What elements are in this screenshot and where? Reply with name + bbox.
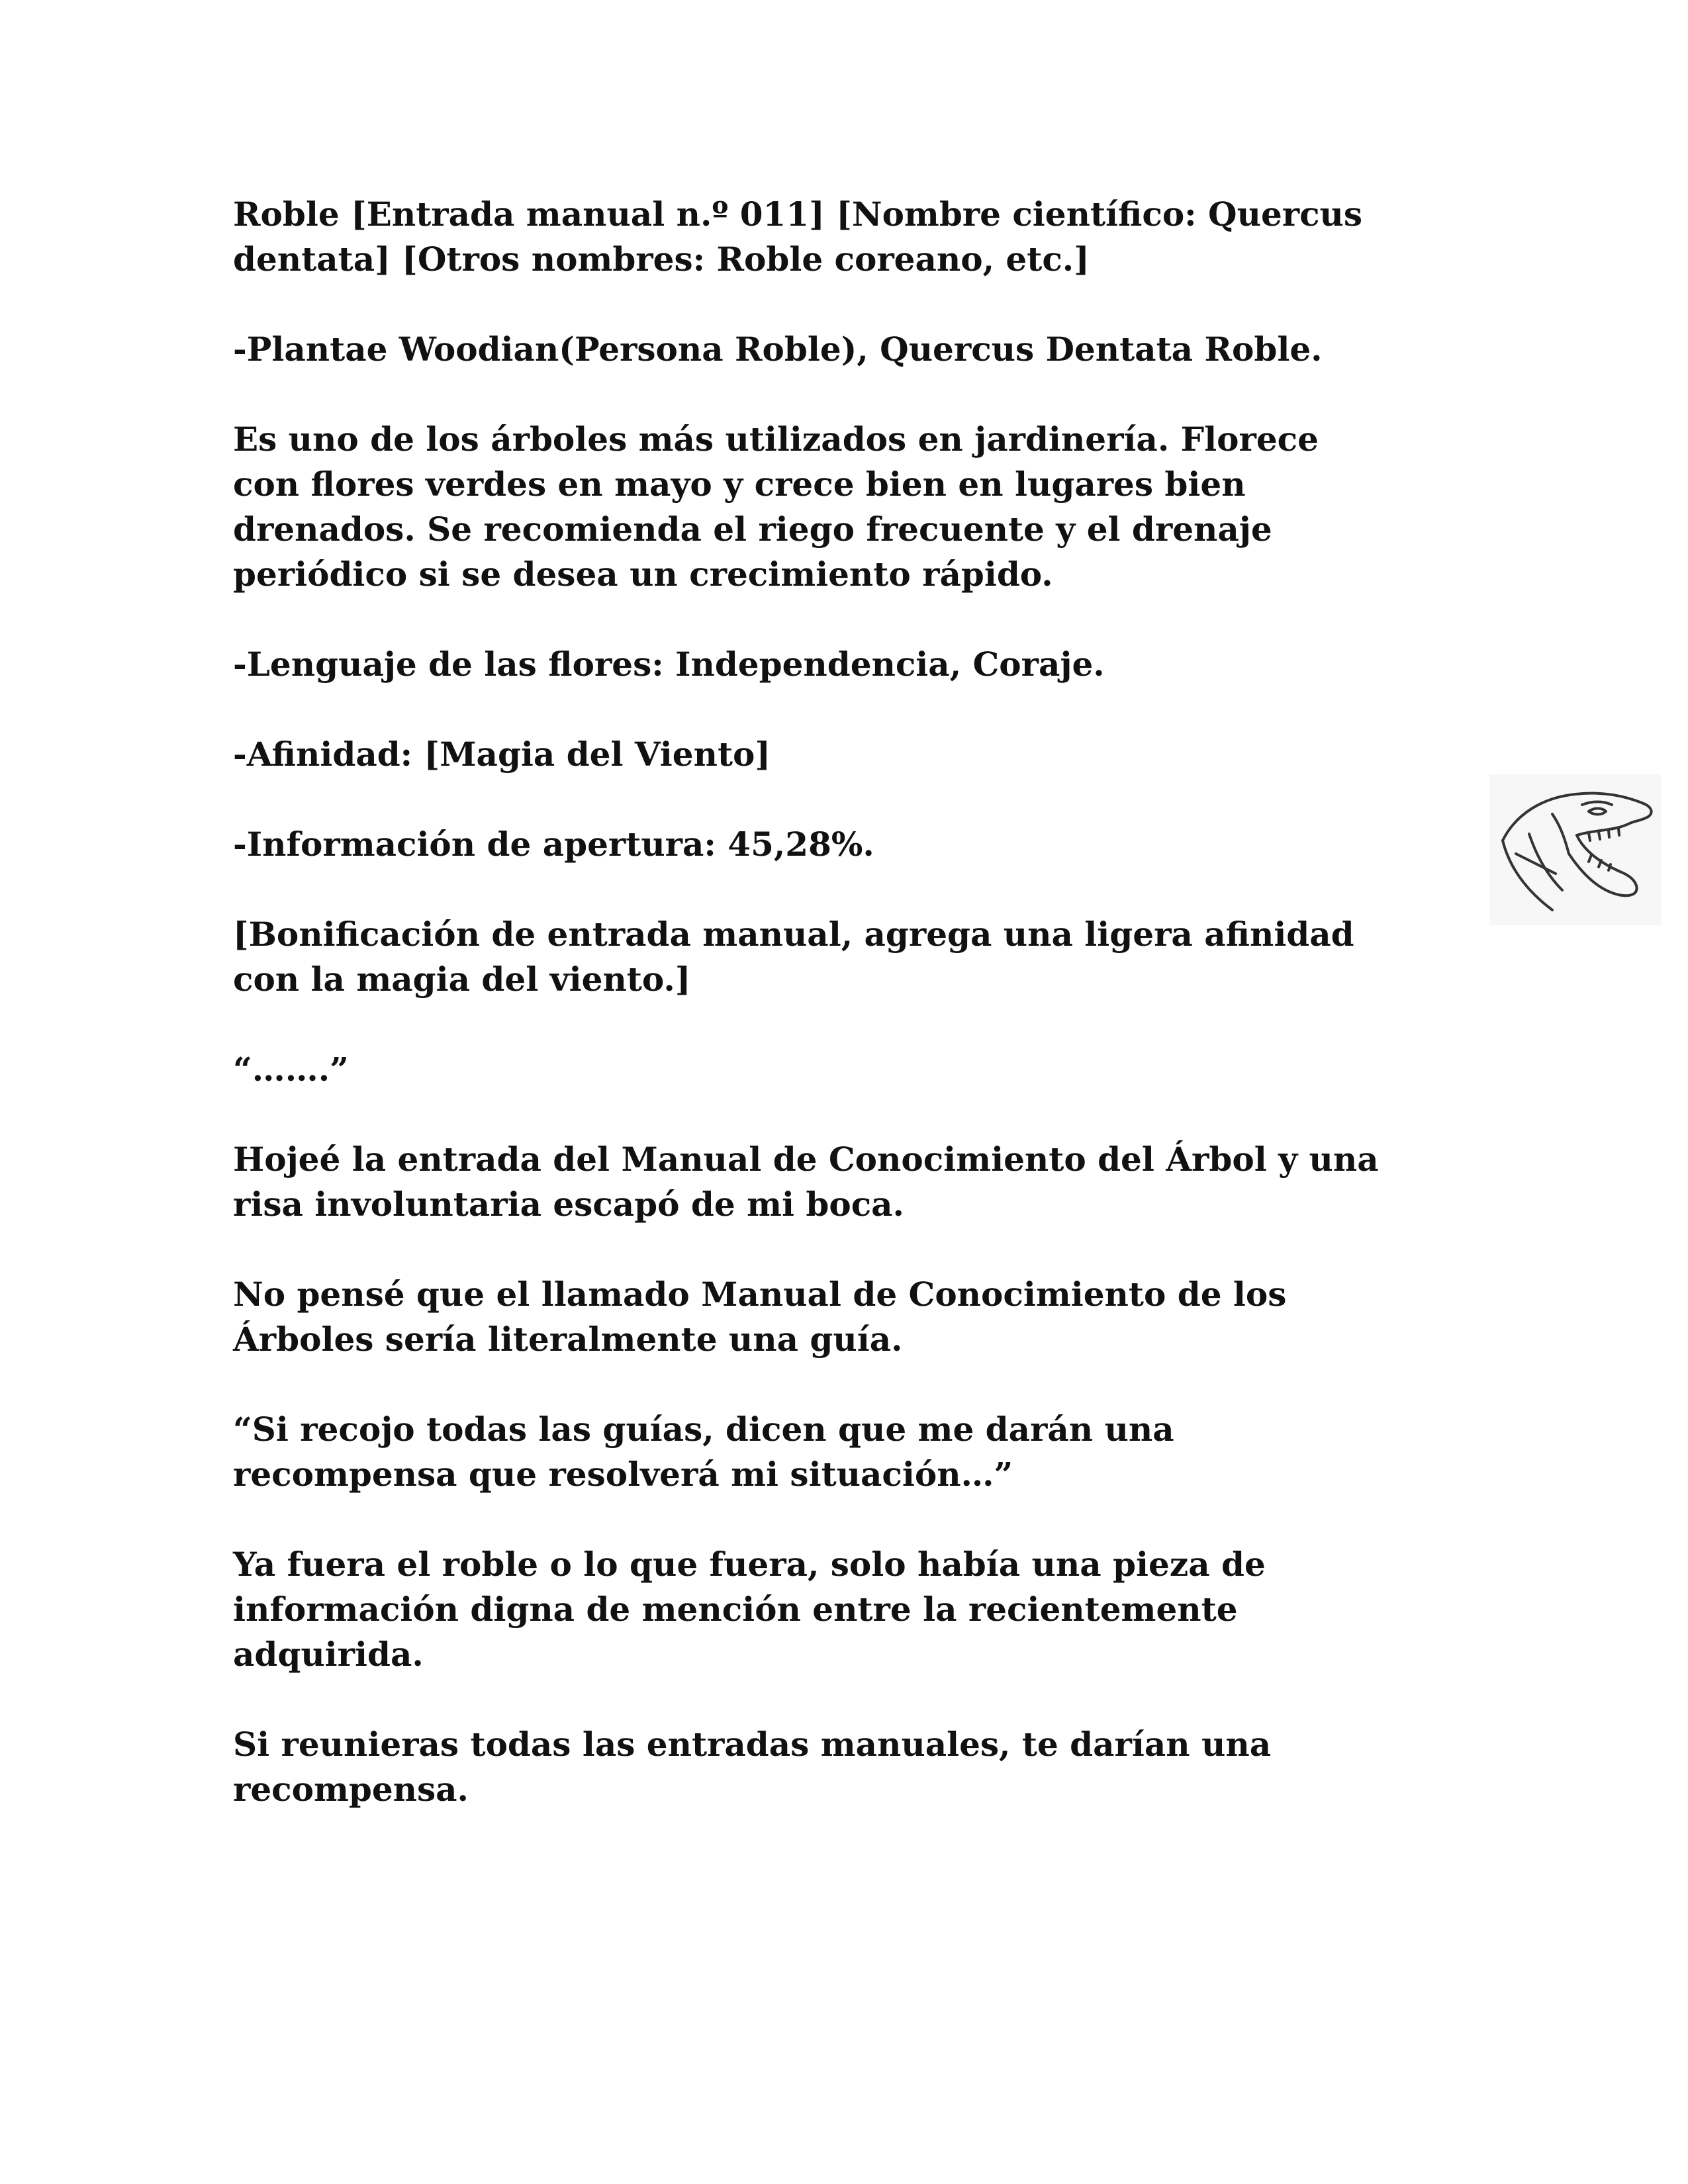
narrative-paragraph: Si reunieras todas las entradas manuales, te darían una recompensa. — [233, 1725, 1272, 1809]
narrative-paragraph: No pensé que el llamado Manual de Conocimiento de los Árboles sería literalmente una guía. — [233, 1275, 1287, 1359]
entry-affinity-line: -Afinidad: [Magia del Viento] — [233, 735, 771, 774]
entry-flower-language-line: -Lenguaje de las flores: Independencia, Coraje. — [233, 645, 1105, 684]
entry-description-paragraph: Es uno de los árboles más utilizados en jardinería. Florece con flores verdes en mayo y crece bien en lugares bien drenados. Se recomienda el riego frecuente y el drenaje periódico si se desea un crecimiento rápido. — [233, 420, 1319, 594]
entry-bonus-paragraph: [Bonificación de entrada manual, agrega una ligera afinidad con la magia del viento.] — [233, 915, 1354, 999]
dinosaur-head-icon — [1489, 774, 1662, 925]
entry-opening-info-line: -Información de apertura: 45,28%. — [233, 825, 874, 864]
entry-header-paragraph: Roble [Entrada manual n.º 011] [Nombre científico: Quercus dentata] [Otros nombres: Roble coreano, etc.] — [233, 195, 1363, 279]
dialogue-paragraph: “Si recojo todas las guías, dicen que me darán una recompensa que resolverá mi situación…” — [233, 1410, 1174, 1494]
document-body — [233, 192, 1464, 1857]
narrative-paragraph: Hojeé la entrada del Manual de Conocimiento del Árbol y una risa involuntaria escapó de mi boca. — [233, 1140, 1379, 1224]
ellipsis-dialogue: “…….” — [233, 1050, 349, 1089]
entry-species-line: -Plantae Woodian(Persona Roble), Quercus Dentata Roble. — [233, 330, 1323, 369]
narrative-paragraph: Ya fuera el roble o lo que fuera, solo había una pieza de información digna de mención entre la recientemente adquirida. — [233, 1545, 1266, 1674]
